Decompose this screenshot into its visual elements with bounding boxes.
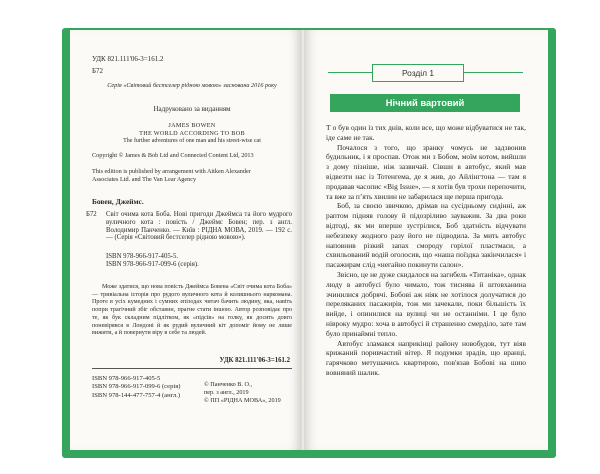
catalog-code: Б72 bbox=[86, 211, 97, 218]
open-book bbox=[70, 30, 548, 450]
bbk-code: Б72 bbox=[92, 67, 104, 75]
printed-from-note: Надруковано за виданням bbox=[153, 105, 231, 113]
paragraph: Звісно, це не дуже скидалося на загибель «Титаніка», однак люду в автобусі було чимало, тож тиснява й штовханина зчинилися добрячі. Бобові аж ніяк не хотілося долучатися до переляканих пасажирів, тож ми зачекали, поки більшість їх вийде, і опинилися на вулиці чи не останніми. І це було нівроку мудро: хоча в автобусі й страшенно смерділо, зате там було принаймні тепло. bbox=[326, 269, 526, 338]
paragraph: Почалося з того, що зранку чомусь не задзвонив будильник, і я проспав. Отож ми з Бобом, моїм котом, вийшли з дому пізніше, ніж зазвичай. Сівши в автобус, який мав відвезти нас із Тотенгема, де я жив, до Айлінгтона — там я продавав часопис «Big Issue», — я хотів був трохи перепочити, та вже за пʼять хвилин не забарилася ще перша пригода. bbox=[326, 142, 526, 201]
agency-note: Associates Ltd. and The Van Lear Agency bbox=[92, 176, 197, 183]
book-abstract: Може здатися, що нова повість Джеймса Бовена «Світ очима кота Боба» — тривіальна історія про рудого вуличного кота й колишнього наркомана. Проте в усіх кумедних і сумних епізодах читач бачить людину, яка, навіть попри трагічний збіг обставин, прагне стати іншою. Автор розповідає про те, як бук складним підлітком, як «підсів» на голку, як досить довго поневірявся в Лондоні й як рудий вуличний кіт допоміг йому не лише вижити, а й повернути віру в себе та людей. bbox=[92, 284, 292, 337]
isbn-item: ISBN 978-966-917-405-5 bbox=[92, 375, 161, 382]
catalog-isbn: ISBN 978-966-917-405-5. bbox=[106, 253, 179, 260]
udc-code: УДК 821.111'06-3=161.2 bbox=[92, 55, 164, 63]
udc-code-bottom: УДК 821.111'06-3=161.2 bbox=[219, 357, 290, 364]
isbn-list bbox=[92, 375, 202, 400]
catalog-heading: Бовен, Джеймс. bbox=[92, 197, 144, 206]
edition-note: This edition is published by arrangement with Aitken Alexander bbox=[92, 168, 251, 175]
copyright-item: © Панченко В. О., bbox=[204, 381, 253, 388]
original-title: THE WORLD ACCORDING TO BOB bbox=[139, 130, 245, 137]
copyright-list bbox=[204, 381, 300, 405]
catalog-text: Світ очима кота Боба. Нові пригоди Джеймса та його мудрого вуличного кота : повість / Джеймс Бовен; пер. з англ. Володимир Панченко. — Київ : РІДНА МОВА, 2019. — 192 с. — (Серія «Світовий бестселер рідною мовою»). bbox=[106, 211, 292, 242]
paragraph: Автобус зламався наприкінці району новобудов, тут віяв крижаний поривчастий вітер. Я подумки зрадів, що вранці, гарячково метушачись квартирою, пов'язав Бобові на шию вовняний шалик. bbox=[326, 338, 526, 377]
left-page-imprint bbox=[70, 30, 302, 450]
paragraph: Т о був один із тих днів, коли все, що може відбуватися не так, іде саме не так. bbox=[326, 123, 526, 142]
chapter-rule-left bbox=[328, 72, 372, 73]
copyright-item: пер. з англ., 2019 bbox=[204, 389, 249, 396]
paragraph: Боб, за своєю звичкою, дрімав на сусідньому сидінні, аж раптом підняв голову й підозріливо зауважив. За два роки відтоді, як ми вперше зустрілися, Боб здатність відчувати небезпеку жодного разу його не підводила. За мить автобус наповнив різкий запах смороду горілої пластмаси, а схвильований водій оголосив, що «наша поїздка закінчилася» і пасажирам слід «негайно покинути салон». bbox=[326, 201, 526, 270]
right-page-chapter bbox=[304, 30, 548, 450]
copyright-item: © ПП «РІДНА МОВА», 2019 bbox=[204, 397, 281, 404]
series-note: Серія «Світовий бестселер рідною мовою» заснована 2016 року bbox=[107, 82, 277, 89]
chapter-text bbox=[326, 123, 526, 378]
chapter-rule-right bbox=[463, 72, 523, 73]
divider bbox=[92, 368, 292, 369]
isbn-item: ISBN 978-966-917-099-6 (серія) bbox=[92, 383, 181, 391]
chapter-title: Нічний вартовий bbox=[330, 94, 520, 112]
chapter-label: Розділ 1 bbox=[372, 64, 464, 82]
copyright-line: Copyright © James & Bob Ltd and Connected Content Ltd, 2013 bbox=[92, 152, 254, 159]
catalog-isbn-series: ISBN 978-966-917-099-6 (серія). bbox=[106, 261, 199, 268]
isbn-item: ISBN 978-144-477-757-4 (англ.) bbox=[92, 391, 181, 399]
original-author: JAMES BOWEN bbox=[168, 122, 216, 129]
original-subtitle: The further adventures of one man and his street-wise cat bbox=[123, 138, 261, 144]
